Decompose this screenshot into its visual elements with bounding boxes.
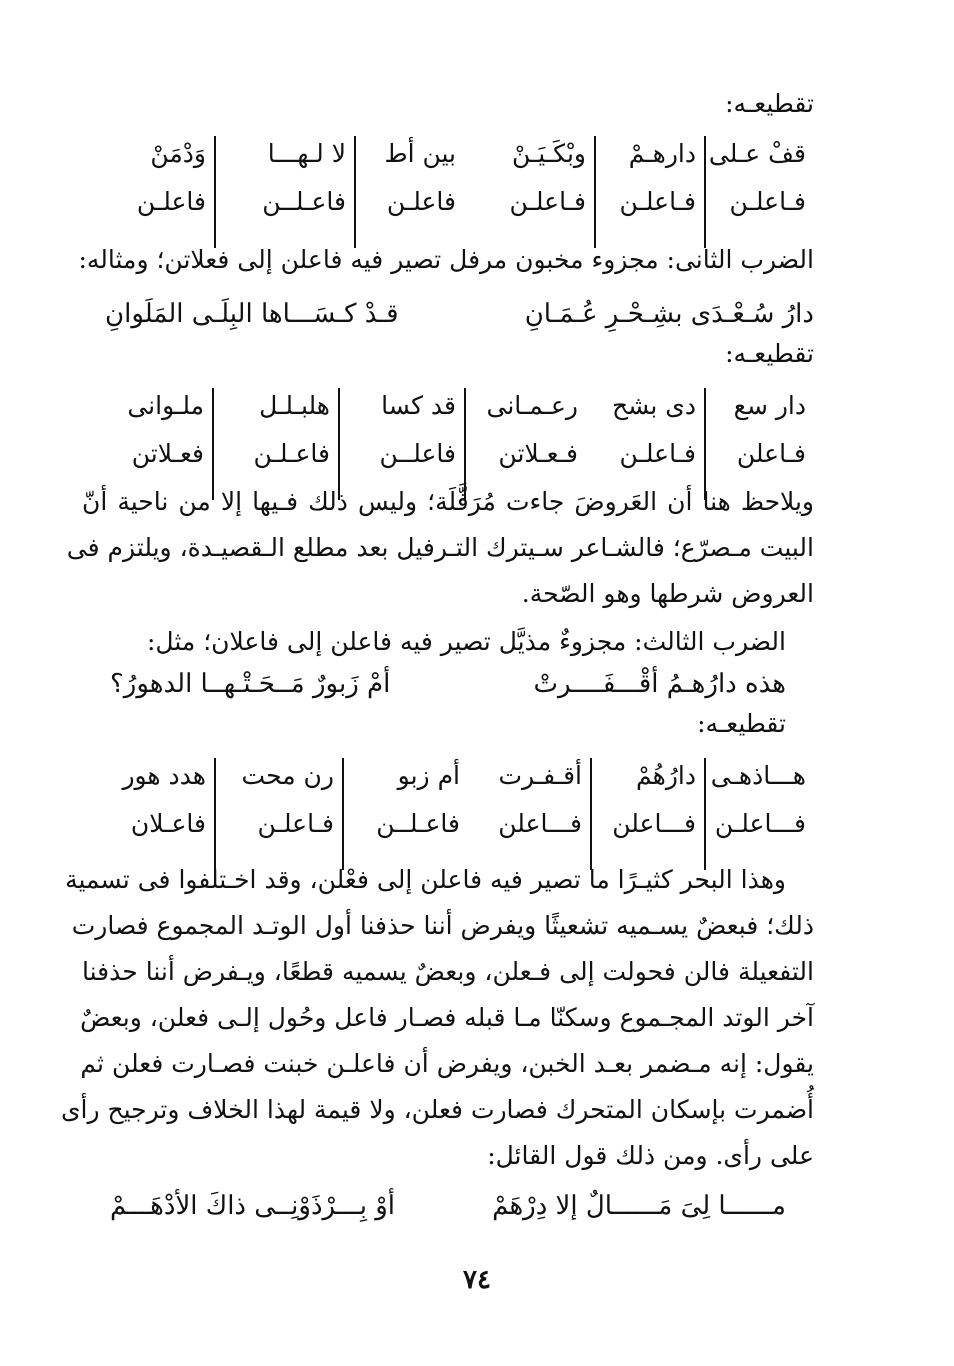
scansion-word: وبْكَـيَـنْ xyxy=(511,139,586,168)
scansion-foot: فـاعلن xyxy=(736,439,806,468)
scansion-heading-3: تقطيعـه: xyxy=(697,709,786,738)
scansion-table-3 xyxy=(98,758,814,870)
scansion-word: أقـفـرت xyxy=(498,761,582,790)
scansion-word: دارُهُمْ xyxy=(636,761,696,790)
scansion-foot: فاعـلـن xyxy=(253,439,330,468)
scansion-word: قد كسا xyxy=(381,391,456,420)
scansion-foot: فعـلاتن xyxy=(131,439,204,468)
scansion-foot: فـــاعلن xyxy=(612,809,696,838)
paragraph-darb-3: الضرب الثالث: مجزوءٌ مذيَّل تصير فيه فاعلن إلى فاعلان؛ مثل: xyxy=(146,627,786,656)
scansion-word: رن محت xyxy=(241,761,334,790)
paragraph-darb-2: الضرب الثانى: مجزوء مخبون مرفل تصير فيه فاعلن إلى فعلاتن؛ ومثاله: xyxy=(78,245,814,274)
paragraph-1-line-1: ويلاحظ هنا أن العَروضَ جاءت مُرَفَّلَة؛ وليس ذلك فـيها إلا من ناحية أنّ xyxy=(82,487,814,516)
scansion-heading-2: تقطيعـه: xyxy=(725,339,814,368)
verse-2-second-hemistich: قـدْ كـسَـــاها البِلَـى المَلَوانِ xyxy=(105,299,399,329)
table1-column xyxy=(98,136,214,248)
paragraph-1-line-2: البيت مـصرّع؛ فالشـاعر سـيترك التـرفيل بعد مطلع الـقصيـدة، ويلتزم فى xyxy=(66,533,814,562)
paragraph-2-line-1: وهذا البحر كثيـرًا ما تصير فيه فاعلن إلى فعْلن، وقد اخـتلفوا فى تسمية xyxy=(65,865,786,894)
scansion-foot: فـاعلـن xyxy=(619,439,696,468)
table3-column xyxy=(342,758,468,870)
scansion-foot: فاعـلــن xyxy=(262,187,346,216)
scansion-word: ملـوانى xyxy=(127,391,204,420)
scansion-word: لا لـهـــا xyxy=(267,139,346,168)
verse-4-second-hemistich: أوْ بِـــرْذَوْنِــى ذاكَ الأدْهَـــمْ xyxy=(110,1191,396,1221)
scansion-foot: فاعلـن xyxy=(386,187,456,216)
scansion-word: دار سع xyxy=(733,391,806,420)
paragraph-2-line-4: آخر الوتد المجـموع وسكنّا مـا قبله فصـار فاعل وحُول إلـى فعلن، وبعضٌ xyxy=(80,1003,814,1032)
scansion-word: هـــاذهـى xyxy=(710,761,806,790)
table3-column xyxy=(98,758,214,870)
paragraph-2-line-5: يقول: إنه مـضمر بعـد الخبن، ويفرض أن فاعلـن خبنت فصـارت فعلن ثم xyxy=(80,1049,814,1078)
scansion-word: أم زبو xyxy=(397,761,460,790)
scansion-word: رعـمـانى xyxy=(486,391,578,420)
table1-column xyxy=(464,136,594,248)
table3-column xyxy=(590,758,704,870)
paragraph-2-line-7: على رأى. ومن ذلك قول القائل: xyxy=(487,1141,814,1170)
scansion-foot: فـــاعلن xyxy=(498,809,582,838)
paragraph-2-line-2: ذلك؛ فبعضٌ يسـميه تشعيثًا ويفرض أننا حذفنا أول الوتـد المجموع فصارت xyxy=(71,911,814,940)
scansion-word: قفْ عـلى xyxy=(708,139,806,168)
scansion-word: هدد هور xyxy=(122,761,206,790)
table3-column xyxy=(214,758,342,870)
table1-column xyxy=(214,136,354,248)
table3-column xyxy=(468,758,590,870)
scansion-word: وَدْمَنْ xyxy=(150,139,206,168)
scansion-word: دارهـمْ xyxy=(628,139,696,168)
table1-column xyxy=(354,136,464,248)
scansion-table-1 xyxy=(98,136,814,248)
paragraph-1-line-3: العروض شرطها وهو الصّحة. xyxy=(521,579,814,608)
paragraph-2-line-6: أُضمرت بإسكان المتحرك فصارت فعلن، ولا قيمة لهذا الخلاف وترجيح رأى xyxy=(60,1095,814,1124)
scansion-foot: فاعـلــن xyxy=(376,809,460,838)
scansion-foot: فـعـلاتن xyxy=(498,439,578,468)
page-number: ٧٤ xyxy=(463,1265,491,1295)
verse-3-first-hemistich: هذه دارُهـمُ أقْـــفَــــرتْ xyxy=(533,669,786,699)
scansion-foot: فاعلـن xyxy=(136,187,206,216)
scansion-foot: فاعلــن xyxy=(379,439,456,468)
verse-3-second-hemistich: أمْ زَبورٌ مَــحَـتْـهــا الدهورُ؟ xyxy=(110,669,391,699)
scansion-word: دى بشح xyxy=(611,391,696,420)
scansion-foot: فـاعلـن xyxy=(509,187,586,216)
verse-2-first-hemistich: دارُ سُـعْـدَى بشِـحْـرِ عُـمَـانِ xyxy=(524,299,814,329)
table1-column xyxy=(594,136,704,248)
verse-4-first-hemistich: مــــــا لِىَ مَــــــالٌ إلا دِرْهَمْ xyxy=(492,1191,786,1221)
scansion-foot: فـاعلـن xyxy=(257,809,334,838)
paragraph-2-line-3: التفعيلة فالن فحولت إلى فـعلن، وبعضٌ يسميه قطعًا، ويـفرض أننا حذفنا xyxy=(82,957,814,986)
scansion-foot: فاعـلان xyxy=(130,809,206,838)
scansion-foot: فـــاعلـن xyxy=(714,809,806,838)
table1-column xyxy=(704,136,814,248)
scansion-heading-1: تقطيعـه: xyxy=(725,89,814,118)
scansion-word: هلبـلـل xyxy=(259,391,330,420)
scansion-foot: فـاعلـن xyxy=(619,187,696,216)
table3-column xyxy=(704,758,814,870)
scansion-word: بين أط xyxy=(384,139,456,168)
scansion-foot: فـاعلـن xyxy=(729,187,806,216)
